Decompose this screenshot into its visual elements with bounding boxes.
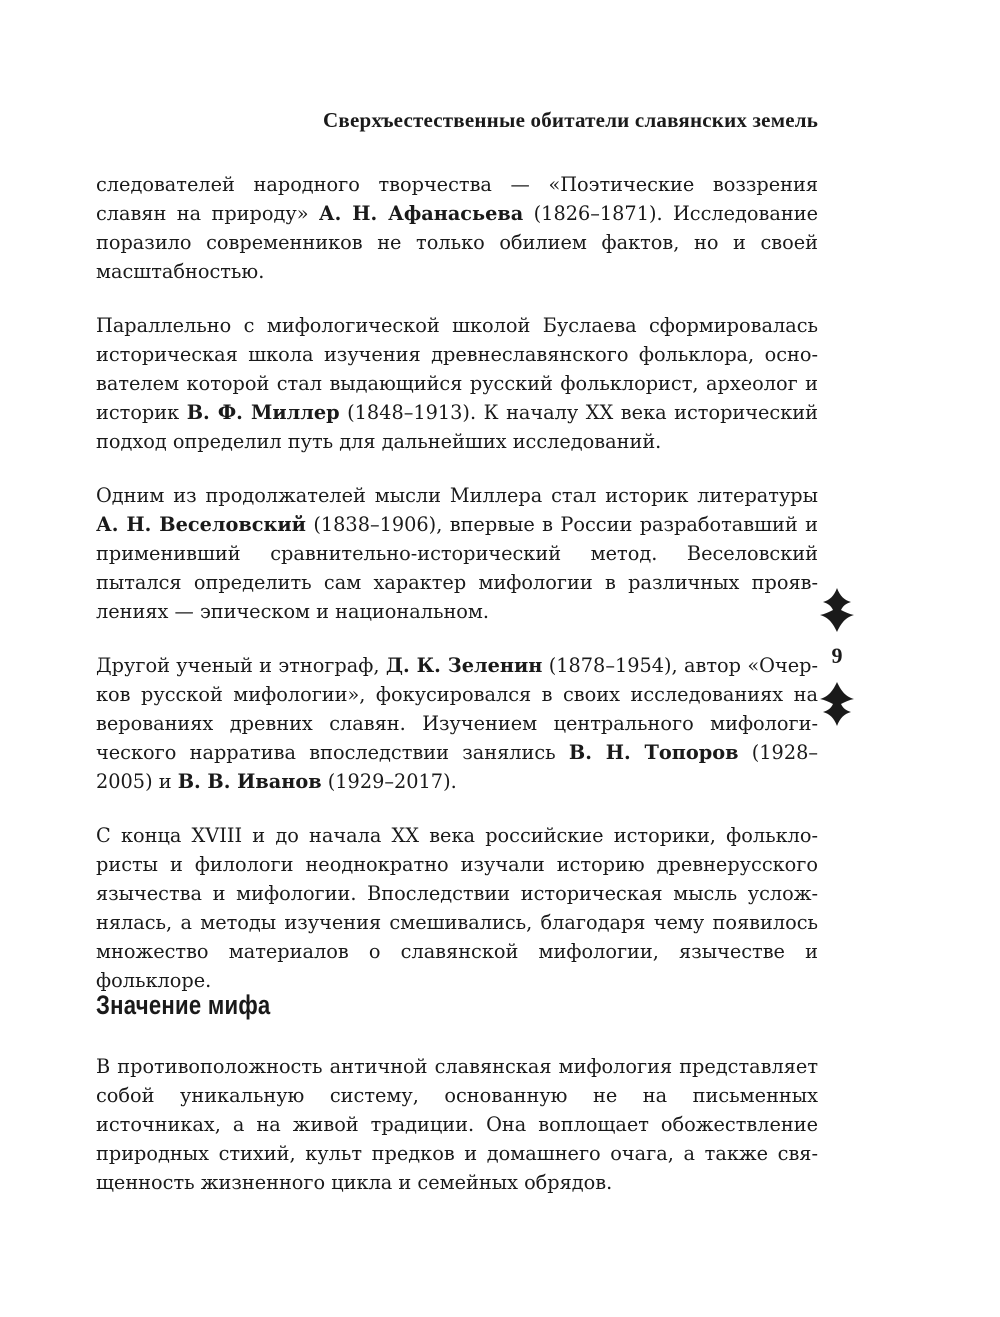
paragraph-miller: Параллельно с мифологической школой Буслаева сформировалась историческая школа изучения древнеславянского фольклора, основателем которой стал выдающийся русский фольклорист, археолог и историк В. Ф. Миллер (1848–1913). К началу XX века исторический подход определил путь для дальнейших исследований. [96, 314, 818, 453]
paragraph-myth-meaning: В противоположность античной славянская мифология представляет собой уникальную систему, основанную не на письменных источниках, а на живой традиции. Она воплощает обожествление природных стихий, культ предков и домашнего очага, а также священность жизненного цикла и семейных обрядов. [96, 1055, 818, 1194]
paragraph-summary: С конца XVIII и до начала XX века российские историки, фольклористы и филологи неоднократно изучали историю древнерусского язычества и мифологии. Впоследствии историческая мысль усложнялась, а методы изучения смешивались, благодаря чему появилось множество материалов о славянской мифологии, язычестве и фольклоре. [96, 824, 818, 992]
paragraph-afanasyev: следователей народного творчества — «Поэтические воззрения славян на природу» А. Н. Афанасьева (1826–1871). Исследование поразило современников не только обилием фактов, но и своей масштабностью. [96, 173, 818, 283]
author-name: В. В. Иванов [177, 770, 322, 793]
paragraph-zelenin: Другой ученый и этнограф, Д. К. Зеленин (1878–1954), автор «Очерков русской мифологии», фокусировался в своих исследованиях на верованиях древних славян. Изучением центрального мифологического нарратива впоследствии занялись В. Н. Топоров (1928–2005) и В. В. Иванов (1929–2017). [96, 654, 818, 793]
author-name: В. Ф. Миллер [186, 401, 340, 424]
section-text-block [96, 1052, 818, 1222]
flourish-down-icon [819, 588, 855, 632]
author-name: А. Н. Веселовский [96, 513, 306, 536]
author-name: А. Н. Афанасьева [318, 202, 524, 225]
author-name: Д. К. Зеленин [385, 654, 543, 677]
section-title: Значение мифа [96, 990, 271, 1020]
author-name: В. Н. Топоров [568, 741, 739, 764]
flourish-up-icon [814, 682, 860, 726]
flourish-up-icon [819, 682, 855, 726]
page-number: 9 [831, 643, 843, 668]
paragraph-veselovsky: Одним из продолжателей мысли Миллера стал историк литературы А. Н. Веселовский (1838–1906), впервые в России разработавший и применивший сравнительно-исторический метод. Веселовский пытался определить сам характер мифологии в различных проявлениях — эпическом и национальном. [96, 484, 818, 623]
main-text-block [96, 170, 818, 1020]
running-header: Сверхъестественные обитатели славянских земель [323, 108, 818, 132]
flourish-down-icon [814, 588, 860, 632]
